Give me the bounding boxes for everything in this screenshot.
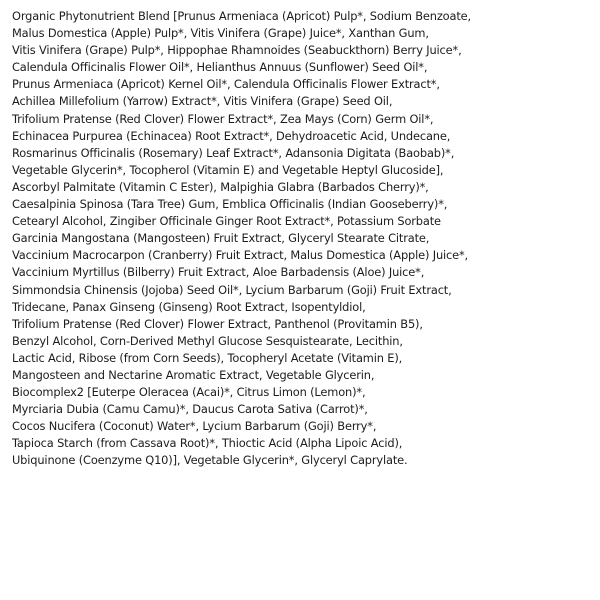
ingredient-line-15: Vaccinium Macrocarpon (Cranberry) Fruit Extract, Malus Domestica (Apple) Juice*, — [12, 248, 469, 263]
ingredient-line-11: Ascorbyl Palmitate (Vitamin C Ester), Malpighia Glabra (Barbados Cherry)*, — [12, 179, 429, 194]
ingredient-line-8: Echinacea Purpurea (Echinacea) Root Extract*, Dehydroacetic Acid, Undecane, — [12, 128, 451, 143]
ingredient-line-17: Simmondsia Chinensis (Jojoba) Seed Oil*, Lycium Barbarum (Goji) Fruit Extract, — [12, 282, 452, 297]
ingredient-line-18: Tridecane, Panax Ginseng (Ginseng) Root Extract, Isopentyldiol, — [12, 299, 366, 314]
ingredient-line-10: Vegetable Glycerin*, Tocopherol (Vitamin E) and Vegetable Heptyl Glucoside], — [12, 162, 444, 177]
ingredient-line-4: Calendula Officinalis Flower Oil*, Helianthus Annuus (Sunflower) Seed Oil*, — [12, 60, 428, 75]
ingredient-line-13: Cetearyl Alcohol, Zingiber Officinale Ginger Root Extract*, Potassium Sorbate — [12, 214, 441, 229]
ingredient-line-24: Myrciaria Dubia (Camu Camu)*, Daucus Carota Sativa (Carrot)*, — [12, 402, 368, 417]
ingredient-line-6: Achillea Millefolium (Yarrow) Extract*, Vitis Vinifera (Grape) Seed Oil, — [12, 94, 393, 109]
ingredient-line-9: Rosmarinus Officinalis (Rosemary) Leaf Extract*, Adansonia Digitata (Baobab)*, — [12, 145, 455, 160]
ingredient-line-20: Benzyl Alcohol, Corn-Derived Methyl Glucose Sesquistearate, Lecithin, — [12, 333, 403, 348]
ingredient-line-23: Biocomplex2 [Euterpe Oleracea (Acai)*, Citrus Limon (Lemon)*, — [12, 385, 366, 400]
ingredient-line-5: Prunus Armeniaca (Apricot) Kernel Oil*, Calendula Officinalis Flower Extract*, — [12, 77, 440, 92]
ingredient-line-22: Mangosteen and Nectarine Aromatic Extract, Vegetable Glycerin, — [12, 367, 375, 382]
ingredient-line-2: Malus Domestica (Apple) Pulp*, Vitis Vinifera (Grape) Juice*, Xanthan Gum, — [12, 26, 429, 41]
ingredient-line-3: Vitis Vinifera (Grape) Pulp*, Hippophae Rhamnoides (Seabuckthorn) Berry Juice*, — [12, 43, 462, 58]
ingredient-line-21: Lactic Acid, Ribose (from Corn Seeds), Tocopheryl Acetate (Vitamin E), — [12, 350, 403, 365]
ingredient-line-7: Trifolium Pratense (Red Clover) Flower Extract*, Zea Mays (Corn) Germ Oil*, — [12, 111, 434, 126]
ingredient-line-1: Organic Phytonutrient Blend [Prunus Armeniaca (Apricot) Pulp*, Sodium Benzoate, — [12, 9, 471, 23]
ingredient-line-27: Ubiquinone (Coenzyme Q10)], Vegetable Glycerin*, Glyceryl Caprylate. — [12, 453, 408, 468]
ingredients-list — [12, 8, 596, 470]
ingredient-line-26: Tapioca Starch (from Cassava Root)*, Thioctic Acid (Alpha Lipoic Acid), — [12, 436, 403, 451]
ingredient-line-12: Caesalpinia Spinosa (Tara Tree) Gum, Emblica Officinalis (Indian Gooseberry)*, — [12, 197, 448, 212]
ingredient-line-16: Vaccinium Myrtillus (Bilberry) Fruit Extract, Aloe Barbadensis (Aloe) Juice*, — [12, 265, 425, 280]
ingredient-line-19: Trifolium Pratense (Red Clover) Flower Extract, Panthenol (Provitamin B5), — [12, 316, 423, 331]
ingredient-line-14: Garcinia Mangostana (Mangosteen) Fruit Extract, Glyceryl Stearate Citrate, — [12, 231, 430, 246]
ingredient-line-25: Cocos Nucifera (Coconut) Water*, Lycium Barbarum (Goji) Berry*, — [12, 419, 377, 434]
